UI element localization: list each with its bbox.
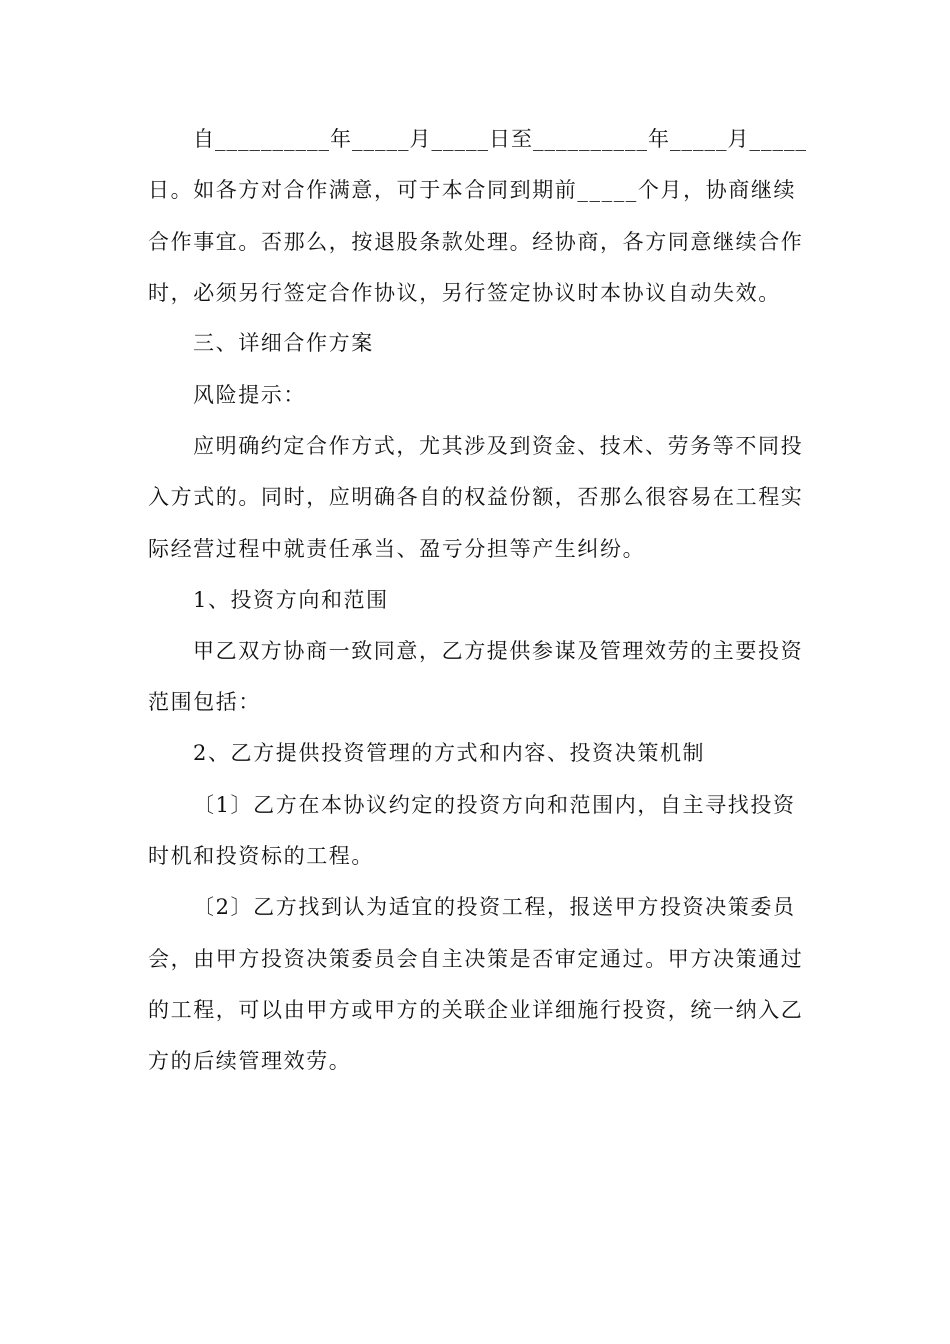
text-line-4: 时，必须另行签定合作协议，另行签定协议时本协议自动失效。: [148, 281, 781, 305]
subsection-heading-2: 2、乙方提供投资管理的方式和内容、投资决策机制: [193, 741, 706, 765]
text-line-17: 会，由甲方投资决策委员会自主决策是否审定通过。甲方决策通过: [148, 947, 804, 971]
section-heading-3: 三、详细合作方案: [193, 331, 374, 355]
text-line-9: 际经营过程中就责任承当、盈亏分担等产生纠纷。: [148, 537, 646, 561]
text-line-8: 入方式的。同时，应明确各自的权益份额，否那么很容易在工程实: [148, 485, 804, 509]
risk-notice-label: 风险提示：: [193, 383, 306, 407]
text-line-11: 甲乙双方协商一致同意，乙方提供参谋及管理效劳的主要投资: [193, 639, 804, 663]
text-line-15: 时机和投资标的工程。: [148, 844, 374, 868]
text-line-1: 自__________年_____月_____日至__________年_____月_____: [193, 127, 807, 151]
text-line-19: 方的后续管理效劳。: [148, 1049, 352, 1073]
text-line-14: 〔1〕乙方在本协议约定的投资方向和范围内，自主寻找投资: [193, 793, 796, 817]
text-line-12: 范围包括：: [148, 690, 261, 714]
text-line-16: 〔2〕乙方找到认为适宜的投资工程，报送甲方投资决策委员: [193, 895, 796, 919]
subsection-heading-1: 1、投资方向和范围: [193, 588, 389, 612]
text-line-3: 合作事宜。否那么，按退股条款处理。经协商，各方同意继续合作: [148, 230, 804, 254]
text-line-2: 日。如各方对合作满意，可于本合同到期前_____个月，协商继续: [148, 178, 797, 202]
text-line-7: 应明确约定合作方式，尤其涉及到资金、技术、劳务等不同投: [193, 434, 804, 458]
text-line-18: 的工程，可以由甲方或甲方的关联企业详细施行投资，统一纳入乙: [148, 998, 804, 1022]
